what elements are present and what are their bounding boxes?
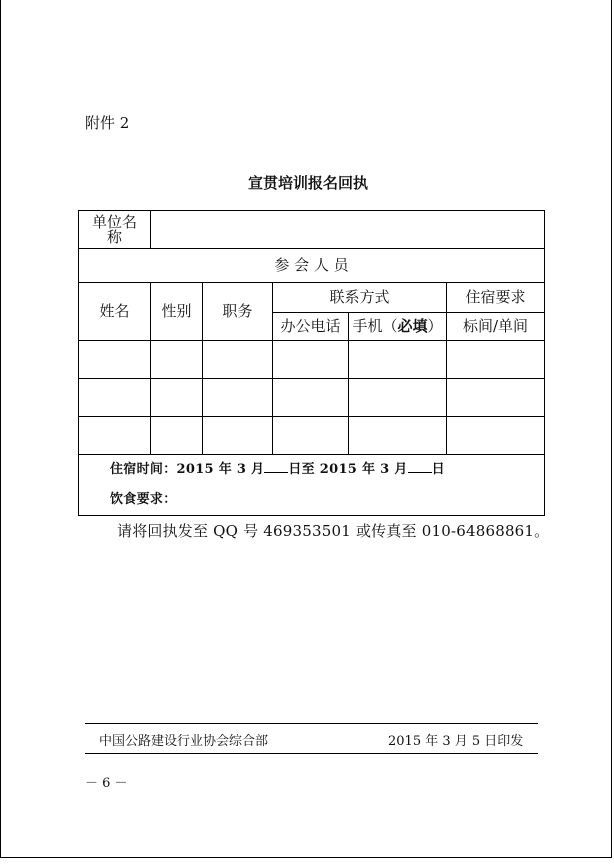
mobile-cell[interactable] xyxy=(349,341,447,379)
diet-requirement-line xyxy=(110,485,544,515)
col-header-room-type: 标间/单间 xyxy=(447,313,545,341)
position-cell[interactable] xyxy=(203,379,273,417)
col-header-lodging: 住宿要求 xyxy=(447,283,545,313)
name-cell[interactable] xyxy=(79,379,151,417)
col-header-mobile xyxy=(349,313,447,341)
unit-row xyxy=(79,211,545,249)
unit-value-cell[interactable] xyxy=(151,211,545,249)
notes-row xyxy=(79,455,545,516)
table-row xyxy=(79,341,545,379)
participants-heading: 参 会 人 员 xyxy=(79,249,545,283)
lodging-to-suffix: 日 xyxy=(431,462,445,477)
office-phone-cell[interactable] xyxy=(273,417,349,455)
registration-form-table xyxy=(78,210,545,516)
lodging-time-label: 住宿时间： xyxy=(110,462,177,477)
col-header-name: 姓名 xyxy=(79,283,151,341)
lodging-from-suffix: 日至 2015 年 3 月 xyxy=(288,462,408,477)
mobile-prefix: 手机（ xyxy=(352,317,398,335)
submission-instruction: 请将回执发至 QQ 号 469353501 或传真至 010-64868861。 xyxy=(117,522,550,540)
col-header-gender: 性别 xyxy=(151,283,203,341)
gender-cell[interactable] xyxy=(151,417,203,455)
mobile-cell[interactable] xyxy=(349,417,447,455)
mobile-suffix: ） xyxy=(427,317,443,335)
footer-issue-date: 2015 年 3 月 5 日印发 xyxy=(388,734,524,749)
unit-label-cell xyxy=(79,211,151,249)
col-header-office-phone: 办公电话 xyxy=(273,313,349,341)
mobile-cell[interactable] xyxy=(349,379,447,417)
notes-cell xyxy=(79,455,545,516)
page-number: － 6 － xyxy=(85,776,128,791)
col-header-position: 职务 xyxy=(203,283,273,341)
room-cell[interactable] xyxy=(447,379,545,417)
diet-label: 饮食要求： xyxy=(110,492,177,507)
attachment-label: 附件 2 xyxy=(85,114,130,132)
unit-label: 单位名称 xyxy=(91,212,137,246)
footer-organization: 中国公路建设行业协会综合部 xyxy=(99,734,269,749)
name-cell[interactable] xyxy=(79,341,151,379)
lodging-from-day-blank[interactable] xyxy=(264,460,288,473)
lodging-from-prefix: 2015 年 3 月 xyxy=(176,462,265,477)
gender-cell[interactable] xyxy=(151,341,203,379)
position-cell[interactable] xyxy=(203,417,273,455)
footer-bottom-rule xyxy=(85,753,538,754)
document-title: 宣贯培训报名回执 xyxy=(247,174,368,192)
gender-cell[interactable] xyxy=(151,379,203,417)
table-row xyxy=(79,379,545,417)
table-row xyxy=(79,417,545,455)
header-row-top xyxy=(79,283,545,313)
room-cell[interactable] xyxy=(447,417,545,455)
participants-heading-row xyxy=(79,249,545,283)
mobile-required: 必填 xyxy=(397,317,428,335)
office-phone-cell[interactable] xyxy=(273,379,349,417)
office-phone-cell[interactable] xyxy=(273,341,349,379)
col-header-contact: 联系方式 xyxy=(273,283,447,313)
room-cell[interactable] xyxy=(447,341,545,379)
name-cell[interactable] xyxy=(79,417,151,455)
footer-top-rule xyxy=(85,723,538,724)
lodging-time-line xyxy=(110,455,544,485)
position-cell[interactable] xyxy=(203,341,273,379)
lodging-to-day-blank[interactable] xyxy=(408,460,432,473)
